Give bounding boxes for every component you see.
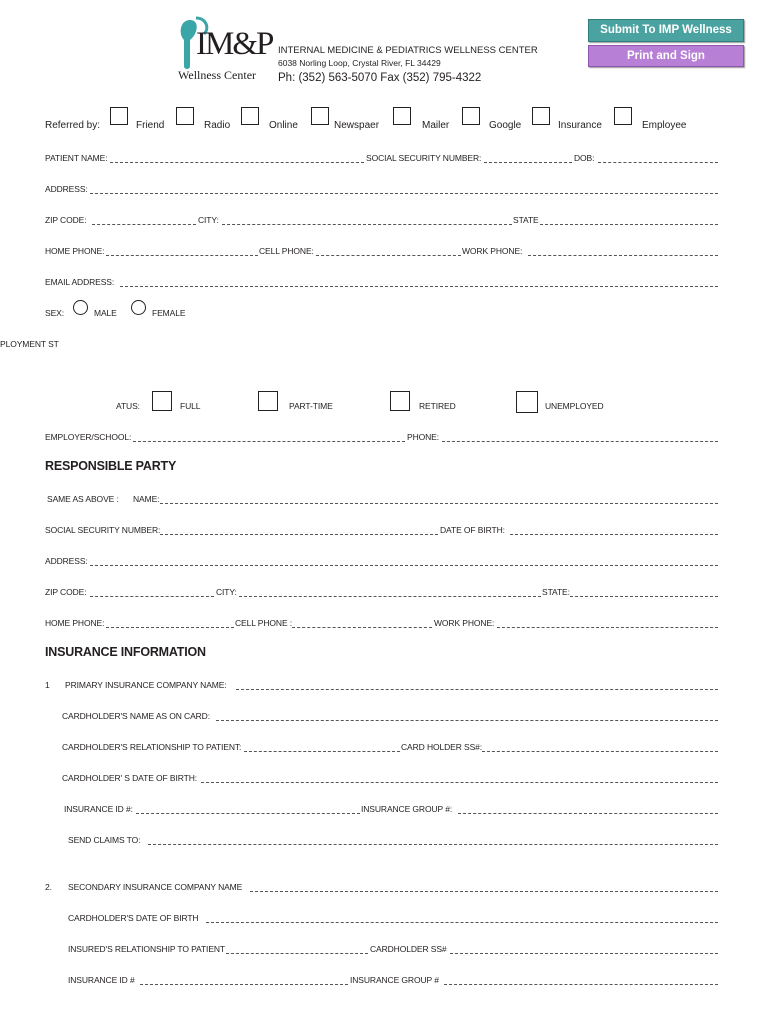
resp-city-field[interactable] <box>239 596 541 597</box>
resp-state-field[interactable] <box>570 596 718 597</box>
patient-city-label: CITY: <box>198 215 219 225</box>
ins-holder-ss-field[interactable] <box>482 751 718 752</box>
ins-holder-dob2-field[interactable] <box>206 922 718 923</box>
sex-male-radio[interactable] <box>73 300 88 315</box>
employment-full-checkbox[interactable] <box>152 391 172 411</box>
referral-friend-checkbox[interactable] <box>110 107 128 125</box>
employment-unemployed-label: UNEMPLOYED <box>545 401 604 411</box>
patient-ssn-label: SOCIAL SECURITY NUMBER: <box>366 153 482 163</box>
ins-send-claims-field[interactable] <box>148 844 718 845</box>
employment-parttime-checkbox[interactable] <box>258 391 278 411</box>
center-address: 6038 Norling Loop, Crystal River, FL 34429 <box>278 58 441 68</box>
employment-full-label: FULL <box>180 401 201 411</box>
ins-group-field[interactable] <box>458 813 718 814</box>
patient-state-label: STATE <box>513 215 539 225</box>
referred-by-label: Referred by: <box>45 120 101 131</box>
patient-dob-label: DOB: <box>574 153 595 163</box>
patient-home-phone-label: HOME PHONE: <box>45 246 105 256</box>
employer-phone-field[interactable] <box>442 441 718 442</box>
patient-cell-phone-field[interactable] <box>316 255 461 256</box>
patient-work-phone-label: WORK PHONE: <box>462 246 523 256</box>
center-phone-fax: Ph: (352) 563-5070 Fax (352) 795-4322 <box>278 72 482 84</box>
ins-holder-dob-field[interactable] <box>201 782 718 783</box>
referral-insurance-label: Insurance <box>558 120 602 131</box>
referral-newspaper-checkbox[interactable] <box>311 107 329 125</box>
resp-address-label: ADDRESS: <box>45 556 88 566</box>
center-name: INTERNAL MEDICINE & PEDIATRICS WELLNESS CENTER <box>278 45 538 56</box>
resp-ssn-field[interactable] <box>160 534 438 535</box>
ins-id2-label: INSURANCE ID # <box>68 975 135 985</box>
employment-unemployed-checkbox[interactable] <box>516 391 538 413</box>
referral-online-label: Online <box>269 120 298 131</box>
ins-group-label: INSURANCE GROUP #: <box>361 804 453 814</box>
ins-id-field[interactable] <box>136 813 360 814</box>
ins-insured-rel-label: INSURED'S RELATIONSHIP TO PATIENT <box>68 944 226 954</box>
ins-holder-dob-label: CARDHOLDER' S DATE OF BIRTH: <box>62 773 197 783</box>
ins-secondary-field[interactable] <box>250 891 718 892</box>
referral-friend-label: Friend <box>136 120 165 131</box>
referral-online-checkbox[interactable] <box>241 107 259 125</box>
patient-ssn-field[interactable] <box>484 162 572 163</box>
resp-cell-phone-label: CELL PHONE : <box>235 618 293 628</box>
resp-cell-phone-field[interactable] <box>292 627 432 628</box>
referral-mailer-label: Mailer <box>422 120 450 131</box>
logo-subtext: Wellness Center <box>178 68 257 82</box>
employer-label: EMPLOYER/SCHOOL: <box>45 432 132 442</box>
employer-phone-label: PHONE: <box>407 432 439 442</box>
patient-work-phone-field[interactable] <box>528 255 718 256</box>
ins-primary-label: PRIMARY INSURANCE COMPANY NAME: <box>65 680 227 690</box>
ins-holder-ss2-label: CARDHOLDER SS# <box>370 944 447 954</box>
logo-text: IM&P <box>196 26 273 62</box>
referral-employee-label: Employee <box>642 120 687 131</box>
resp-ssn-label: SOCIAL SECURITY NUMBER: <box>45 525 161 535</box>
sex-label: SEX: <box>45 308 64 318</box>
patient-home-phone-field[interactable] <box>106 255 258 256</box>
resp-name-label: NAME: <box>133 494 160 504</box>
ins-holder-ss-label: CARD HOLDER SS#: <box>401 742 483 752</box>
ins-holder-name-field[interactable] <box>216 720 718 721</box>
referral-newspaper-label: Newspaer <box>334 120 380 131</box>
insurance-heading: INSURANCE INFORMATION <box>45 645 206 659</box>
employment-retired-label: RETIRED <box>419 401 456 411</box>
referral-mailer-checkbox[interactable] <box>393 107 411 125</box>
employment-retired-checkbox[interactable] <box>390 391 410 411</box>
ins-insured-rel-field[interactable] <box>226 953 368 954</box>
patient-cell-phone-label: CELL PHONE: <box>259 246 314 256</box>
employment-status-cut-label: PLOYMENT ST <box>0 339 59 349</box>
ins-holder-rel-field[interactable] <box>244 751 400 752</box>
ins-primary-field[interactable] <box>236 689 718 690</box>
responsible-party-heading: RESPONSIBLE PARTY <box>45 459 177 473</box>
ins-holder-ss2-field[interactable] <box>450 953 718 954</box>
patient-email-label: EMAIL ADDRESS: <box>45 277 115 287</box>
patient-name-field[interactable] <box>110 162 364 163</box>
employer-field[interactable] <box>133 441 405 442</box>
ins-group2-field[interactable] <box>444 984 718 985</box>
referral-google-checkbox[interactable] <box>462 107 480 125</box>
ins-num-1: 1 <box>45 680 50 690</box>
referral-radio-checkbox[interactable] <box>176 107 194 125</box>
resp-home-phone-label: HOME PHONE: <box>45 618 105 628</box>
employment-parttime-label: PART-TIME <box>289 401 333 411</box>
ins-send-claims-label: SEND CLAIMS TO: <box>68 835 141 845</box>
resp-address-field[interactable] <box>90 565 718 566</box>
referral-google-label: Google <box>489 120 522 131</box>
patient-state-field[interactable] <box>540 224 718 225</box>
resp-city-label: CITY: <box>216 587 237 597</box>
sex-male-label: MALE <box>94 308 117 318</box>
patient-email-field[interactable] <box>120 286 718 287</box>
employment-status-tail-label: ATUS: <box>116 401 140 411</box>
ins-holder-rel-label: CARDHOLDER'S RELATIONSHIP TO PATIENT: <box>62 742 242 752</box>
ins-secondary-label: SECONDARY INSURANCE COMPANY NAME <box>68 882 243 892</box>
resp-state-label: STATE: <box>542 587 570 597</box>
resp-zip-field[interactable] <box>90 596 214 597</box>
patient-zip-field[interactable] <box>92 224 196 225</box>
resp-dob-label: DATE OF BIRTH: <box>440 525 505 535</box>
patient-address-field[interactable] <box>90 193 718 194</box>
patient-city-field[interactable] <box>222 224 512 225</box>
print-sign-button[interactable]: Print and Sign <box>588 45 744 67</box>
ins-holder-dob2-label: CARDHOLDER'S DATE OF BIRTH <box>68 913 199 923</box>
resp-work-phone-label: WORK PHONE: <box>434 618 495 628</box>
sex-female-radio[interactable] <box>131 300 146 315</box>
resp-zip-label: ZIP CODE: <box>45 587 87 597</box>
patient-address-label: ADDRESS: <box>45 184 88 194</box>
submit-button[interactable]: Submit To IMP Wellness <box>588 19 744 42</box>
sex-female-label: FEMALE <box>152 308 186 318</box>
patient-dob-field[interactable] <box>598 162 718 163</box>
resp-name-field[interactable] <box>160 503 718 504</box>
ins-holder-name-label: CARDHOLDER'S NAME AS ON CARD: <box>62 711 210 721</box>
ins-id-label: INSURANCE ID #: <box>64 804 133 814</box>
referral-insurance-checkbox[interactable] <box>532 107 550 125</box>
patient-name-label: PATIENT NAME: <box>45 153 108 163</box>
ins-num-2: 2. <box>45 882 52 892</box>
ins-id2-field[interactable] <box>140 984 348 985</box>
resp-home-phone-field[interactable] <box>106 627 234 628</box>
referral-radio-label: Radio <box>204 120 231 131</box>
resp-work-phone-field[interactable] <box>497 627 718 628</box>
resp-dob-field[interactable] <box>510 534 718 535</box>
ins-group2-label: INSURANCE GROUP # <box>350 975 439 985</box>
referral-employee-checkbox[interactable] <box>614 107 632 125</box>
resp-same-label: SAME AS ABOVE : <box>47 494 119 504</box>
patient-zip-label: ZIP CODE: <box>45 215 87 225</box>
